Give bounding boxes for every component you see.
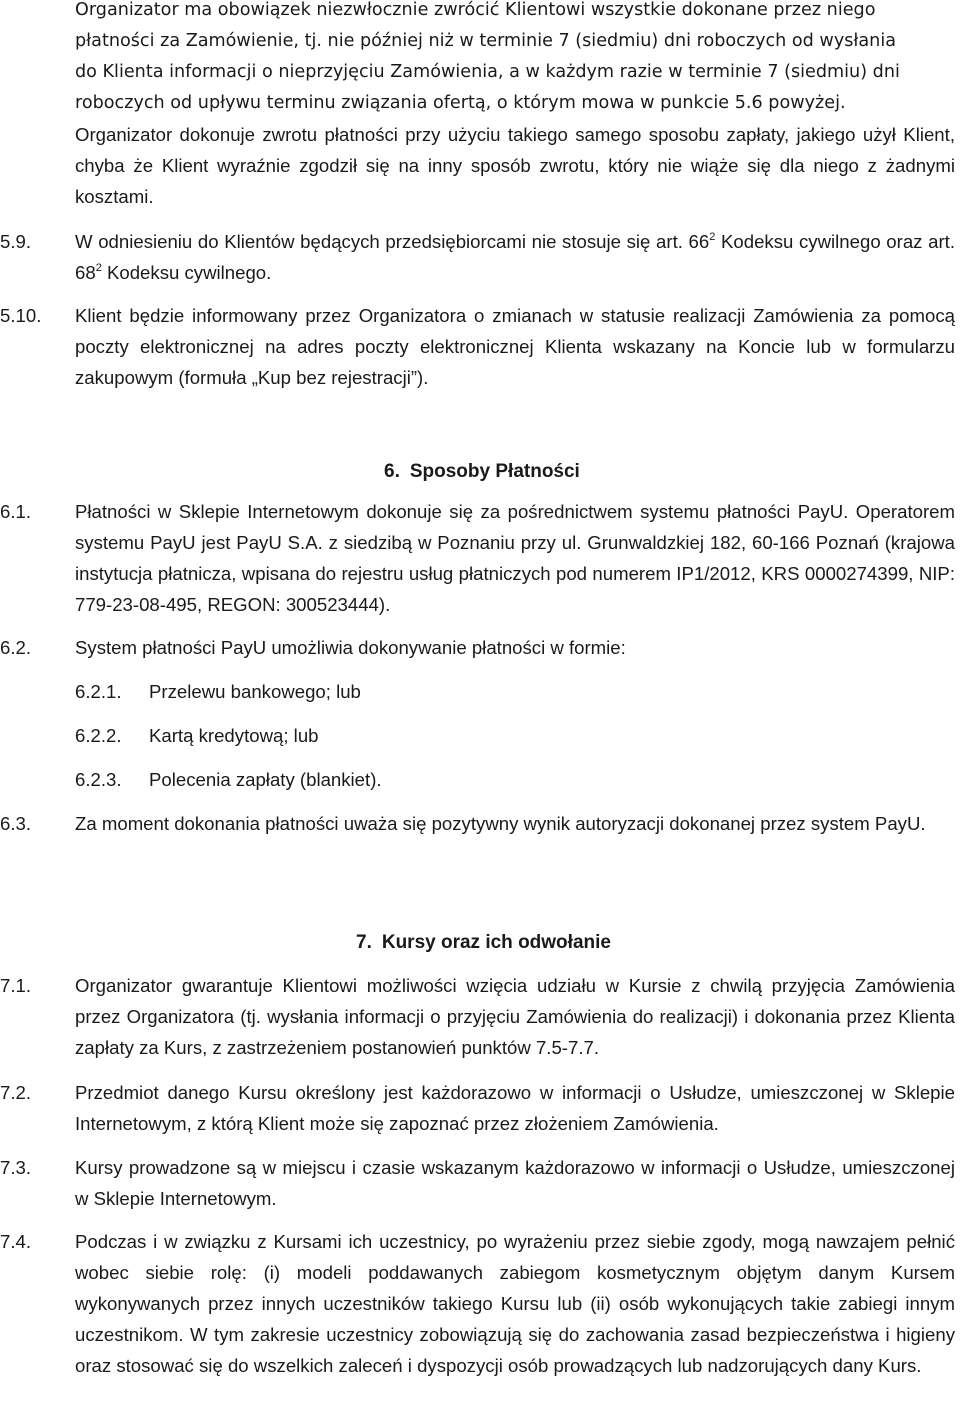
clause-number: 7.2. [0,1082,32,1103]
clause-text: Przedmiot danego Kursu określony jest każdorazowo w informacji o Usłudze, umieszczonej w Sklepie Internetowym, z którą Klient może się zapoznać przez złożeniem Zamówienia. [75,1082,955,1134]
clause-text: Podczas i w związku z Kursami ich uczestnicy, po wyrażeniu przez siebie zgody, mogą nawzajem pełnić wobec siebie rolę: (i) modeli poddawanych zabiegom kosmetycznym objętym danym Kursem wykonywanych przez innych uczestników takiego Kursu lub (ii) osób wykonujących takie zabiegi innym uczestnikom. W tym zakresie uczestnicy zobowiązują się do zachowania zasad bezpieczeństwa i higieny oraz stosować się do wszelkich zaleceń i dyspozycji osób prowadzących lub nadzorujących dany Kurs. [75,1231,955,1376]
subclause-text: Polecenia zapłaty (blankiet). [149,769,382,790]
intro-paragraph [75,0,955,119]
superscript-b: 2 [95,261,102,274]
clause-number: 7.4. [0,1231,32,1252]
section-number: 7. [356,932,372,953]
clause-text: Za moment dokonania płatności uważa się pozytywny wynik autoryzacji dokonanej przez system PayU. [75,813,926,834]
clause-6-3 [0,808,955,839]
clause-number: 7.3. [0,1157,32,1178]
clause-6-1 [0,496,955,620]
clause-text: System płatności PayU umożliwia dokonywanie płatności w formie: [75,637,626,658]
intro-refund-text: Organizator dokonuje zwrotu płatności przy użyciu takiego samego sposobu zapłaty, jakiego użył Klient, chyba że Klient wyraźnie zgodził się na inny sposób zwrotu, który nie wiąże się dla niego z żadnymi kosztami. [75,124,955,207]
clause-number: 5.9. [0,231,32,252]
intro-line-3: do Klienta informacji o nieprzyjęciu Zamówienia, a w każdym razie w terminie 7 (siedmiu) dni [75,62,900,82]
clause-text: Płatności w Sklepie Internetowym dokonuje się za pośrednictwem systemu płatności PayU. Operatorem systemu PayU jest PayU S.A. z siedzibą w Poznaniu przy ul. Grunwaldzkiej 182, 60-166 Poznań (krajowa instytucja płatnicza, wpisana do rejestru usług płatniczych pod numerem IP1/2012, KRS 0000274399, NIP: 779-23-08-495, REGON: 300523444). [75,501,955,615]
clause-number: 6.3. [0,813,32,834]
subclause-text: Kartą kredytową; lub [149,725,319,746]
clause-text: Kursy prowadzone są w miejscu i czasie wskazanym każdorazowo w informacji o Usłudze, umieszczonej w Sklepie Internetowym. [75,1157,955,1209]
clause-7-2 [0,1077,955,1139]
intro-refund-paragraph [75,119,955,212]
section-6-heading [384,456,580,487]
subclause-6-2-2 [75,720,775,751]
section-title: Kursy oraz ich odwołanie [381,932,611,953]
intro-line-4: roboczych od upływu terminu związania ofertą, o którym mowa w punkcie 5.6 powyżej. [75,93,846,113]
section-title: Sposoby Płatności [409,461,580,482]
intro-line-2: płatności za Zamówienie, tj. nie później niż w terminie 7 (siedmiu) dni roboczych od wysłania [75,31,896,51]
clause-7-4 [0,1226,955,1381]
clause-text [75,226,955,288]
superscript-a: 2 [709,230,716,243]
clause-text: Organizator gwarantuje Klientowi możliwości wzięcia udziału w Kursie z chwilą przyjęcia Zamówienia przez Organizatora (tj. wysłania informacji o przyjęciu Zamówienia do realizacji) i dokonania przez Klienta zapłaty za Kurs, z zastrzeżeniem postanowień punktów 7.5-7.7. [75,975,955,1058]
clause-text-part-b: Kodeksu cywilnego oraz art. 68 [75,231,955,283]
clause-7-1 [0,970,955,1063]
clause-5-9 [0,226,955,288]
subclause-6-2-1 [75,676,775,707]
clause-text: Klient będzie informowany przez Organizatora o zmianach w statusie realizacji Zamówienia za pomocą poczty elektronicznej na adres poczty elektronicznej Klienta wskazany na Koncie lub w formularzu zakupowym (formuła „Kup bez rejestracji”). [75,305,955,388]
subclause-6-2-3 [75,764,775,795]
clause-5-10 [0,300,955,393]
section-7-heading [356,927,611,958]
clause-text-part-a: W odniesieniu do Klientów będących przedsiębiorcami nie stosuje się art. 66 [75,231,710,252]
subclause-number: 6.2.3. [75,769,122,790]
clause-7-3 [0,1152,955,1214]
subclause-number: 6.2.1. [75,681,122,702]
clause-6-2 [0,632,955,663]
subclause-number: 6.2.2. [75,725,122,746]
clause-number: 6.2. [0,637,32,658]
clause-text-part-c: Kodeksu cywilnego. [101,262,272,283]
clause-number: 7.1. [0,975,32,996]
clause-number: 5.10. [0,305,42,326]
subclause-text: Przelewu bankowego; lub [149,681,361,702]
clause-number: 6.1. [0,501,32,522]
intro-line-1: Organizator ma obowiązek niezwłocznie zwrócić Klientowi wszystkie dokonane przez niego [75,0,876,20]
section-number: 6. [384,461,400,482]
